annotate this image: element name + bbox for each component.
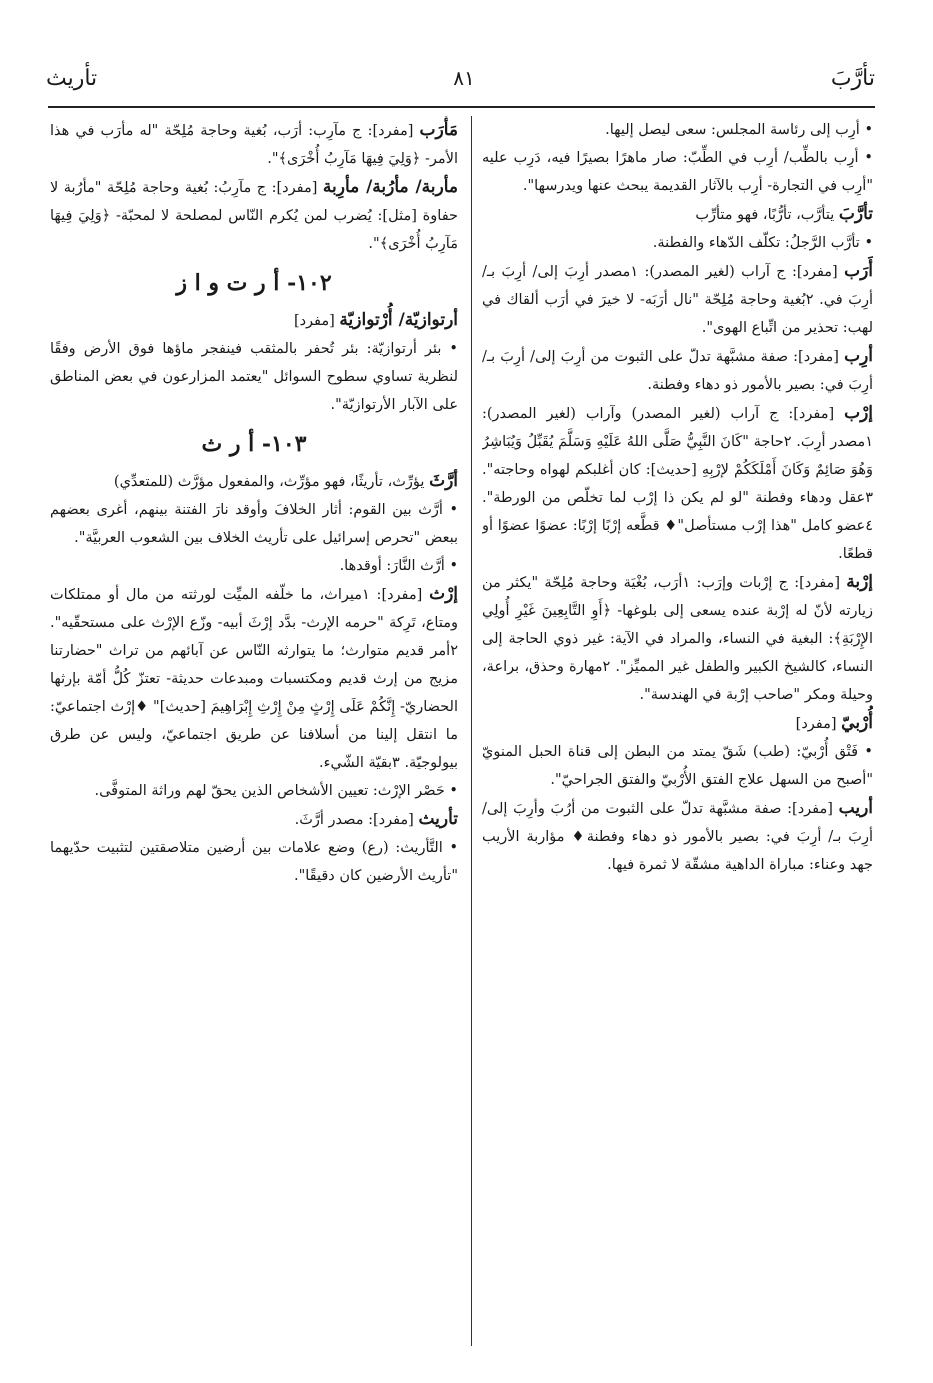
entry-headword: أرتوازيّة/ أُرْتوازيّة [339,310,458,330]
section-heading: ١٠٣- أ ر ث [201,431,307,457]
entry-headword: أريب [838,798,873,818]
dictionary-entry [50,580,458,777]
entry-text: • حَصْر الإرْث: تعيين الأشخاص الذين يحقّ لهم وراثة المتوفَّى. [94,783,458,799]
dictionary-entry [482,200,873,229]
entry-text: • أرَّث النَّارَ: أوقدها. [339,558,458,574]
sense-line [50,834,458,890]
entry-text: [مفرد]: صفة مشبَّهة تدلّ على الثبوت من أرُبَ وأرِبَ إلى/ أرِبَ بـ/ أرِبَ في: بصير بالأمور ذو دهاء وفطنة♦ مؤاربة الأريب جهد وعناء: مباراة الداهية مشقّة لا ثمرة فيها. [482,801,873,873]
dictionary-entry [482,257,873,342]
dictionary-entry [482,399,873,568]
dictionary-entry [482,342,873,399]
entry-text: [مفرد]: صفة مشبَّهة تدلّ على الثبوت من أرِبَ إلى/ أرِبَ بـ/ أرِبَ في: بصير بالأمور ذو دهاء وفطنة. [482,349,873,393]
entry-headword: إرْب [844,403,873,423]
entry-text: [مفرد]: ج آراب (لغير المصدر): ١مصدر أرِبَ إلى/ أرِبَ بـ/ أرِبَ في. ٢بُغية وحاجة مُلِحّة "نال أرَبَه- لا خيرَ في أرَب ألقاك في لهب: تحذير من اتِّباع الهوى". [482,264,873,336]
dictionary-entry [482,794,873,879]
sense-line [482,229,873,257]
entry-text: • أرَّث بين القوم: أثار الخلافَ وأوقد نارَ الفتنة بينهم، أغرى بعضهم ببعض "تحرص إسرائيل على تأريث الخلاف بين الشعوب العربيَّة". [50,502,458,546]
entry-headword: مَأْرَب [419,120,458,140]
sense-line [50,552,458,580]
entry-headword: إرْث [429,584,458,604]
entry-text: • أرِب بالطِّب/ أرِب في الطِّبّ: صار ماهرًا بصيرًا فيه، دَرِب عليه "أرِب في التجارة- أرِب بالآثار القديمة يبحث عنها ويدرسها". [482,150,873,194]
sense-line [482,116,873,144]
right-column [482,116,873,1346]
dictionary-entry [482,709,873,738]
dictionary-entry [50,116,458,173]
entry-headword: تأرَّبَ [838,204,873,224]
dictionary-entry [50,173,458,258]
dictionary-entry [50,467,458,496]
sense-line [50,496,458,552]
header-rule [48,106,875,108]
left-column [50,116,458,1346]
entry-headword: أُرْبيّ [841,713,873,733]
entry-text: • أرِب إلى رئاسة المجلس: سعى ليصل إليها. [605,122,873,138]
sense-line [50,335,458,419]
running-head-left: تأريث [46,65,98,91]
column-divider [471,116,472,1346]
dictionary-entry [50,805,458,834]
entry-text: • فَتْق أُرْبيّ: (طب) شَقّ يمتد من البطن إلى قناة الحبل المنويّ "أصبح من السهل علاج الفتق الأُرْبيّ والفتق الجراحيّ". [482,744,873,788]
entry-text: [مفرد]: ج مآرِبُ: بُغية وحاجة مُلِحّة "مأرُبة لا حفاوة [مثل]: يُضرب لمن يُكرم النّاس لمصلحة لا لمحبّة- ﴿وَلِيَ فِيهَا مَآرِبُ أُخْرَى﴾". [50,180,458,252]
page-header [46,58,875,98]
entry-text: • التَّأريث: (رع) وضع علامات بين أرضين متلاصقتين لتثبيت حدّيهما "تأريث الأرضين كان دقيقًا". [50,840,458,884]
entry-headword: مأربة/ مأرُبة/ مأرِبة [322,177,458,197]
entry-text: يتأرَّب، تأرُّبًا، فهو متأرِّب [695,207,839,223]
dictionary-entry [482,568,873,709]
entry-headword: تأريث [418,809,458,829]
sense-line [482,738,873,794]
entry-text: [مفرد] [795,716,842,732]
entry-text: [مفرد]: ج إرْبات وإرَب: ١أرَب، بُغْيَة وحاجة مُلِحّة "يكثر من زيارته لأنّ له إرْبة عنده يسعى إلى بلوغها- ﴿أَوِ التَّابِعِينَ غَيْرِ أُولِي الإِرْبَةِ﴾: البغية في النساء، والمراد في الآية: غير ذوي الحاجة إلى النساء، كالشيخ الكبير والطفل غير المميِّز". ٢مهارة وحذق، براعة، وحيلة ومكر "صاحب إرْبة في الهندسة". [482,575,873,703]
entry-headword: أَرَب [844,261,873,281]
entry-text: • بئر أرتوازيّة: بئر تُحفر بالمثقب فينفجر ماؤها فوق الأرض وفقًا لنظرية تساوي سطوح السوائل "يعتمد المزارعون في بعض المناطق على الآبار الأرتوازيّة". [50,341,458,413]
sense-line [50,777,458,805]
section-heading: ١٠٢- أ ر ت و ا ز [176,270,332,296]
page-number: ٨١ [453,66,475,90]
entry-text: [مفرد] [293,313,340,329]
entry-text: [مفرد]: مصدر أرَّثَ. [294,812,419,828]
entry-text: [مفرد]: ج آراب (لغير المصدر) وآراب (لغير المصدر): ١مصدر أرِبَ. ٢حاجة "كَانَ النَّبِيُّ صَلَّى اللهُ عَلَيْهِ وَسَلَّمَ يُقَبِّلُ وَيُبَاشِرُ وَهُوَ صَائِمٌ وَكَانَ أَمْلَكَكُمْ لإرْبِهِ [حديث]: كان أغلبكم لهواه وحاجته". ٣عقل ودهاء وفطنة "لو لم يكن ذا إرْب لما تخلّص من الورطة". ٤عضو كامل "هذا إرْب مستأصل"♦ قطَّعه إرْبًا إرْبًا: عضوًا عضوًا أو قطعًا. [482,406,873,562]
entry-text: [مفرد]: ج مآرِب: أرَب، بُغية وحاجة مُلِحّة "له مأرَب في هذا الأمر- ﴿وَلِيَ فِيهَا مَآرِبُ أُخْرَى﴾". [50,123,458,167]
entry-headword: أرَّثَ [429,471,458,491]
entry-headword: أرِب [844,346,873,366]
entry-text: يؤرِّث، تأريثًا، فهو مؤرِّث، والمفعول مؤرَّث (للمتعدِّي) [113,474,430,490]
running-head-right: تأرَّبَ [830,65,875,91]
entry-text: [مفرد]: ١ميراث، ما خلّفه الميِّت لورثته من مال أو ممتلكات ومتاع، تَرِكة "حرمه الإرث- بدَّد إرْثَ أبيه- وزّع الإرْث على مستحقّيه". ٢أمر قديم متوارث؛ ما يتوارثه النّاس عن آبائهم من تراث "حضارتنا مزيج من إرث قديم ومكتسبات ومبدعات حديثة- تعتزّ كُلُّ أمّة بإرثها الحضاريّ- إِنَّكُمْ عَلَى إِرْثٍ مِنْ إِرْثِ إِبْرَاهِيمَ [حديث]" ♦إرْث اجتماعيّ: ما انتقل إلينا من أسلافنا عن طريق اجتماعيّ، وليس عن طرق بيولوجيّة. ٣بقيّة الشّيء. [50,587,458,771]
sense-line [482,144,873,200]
entry-text: • تأرَّب الرَّجلُ: تكلّف الدّهاء والفطنة. [652,235,873,251]
entry-headword: إرْبة [846,572,873,592]
dictionary-entry [50,306,458,335]
